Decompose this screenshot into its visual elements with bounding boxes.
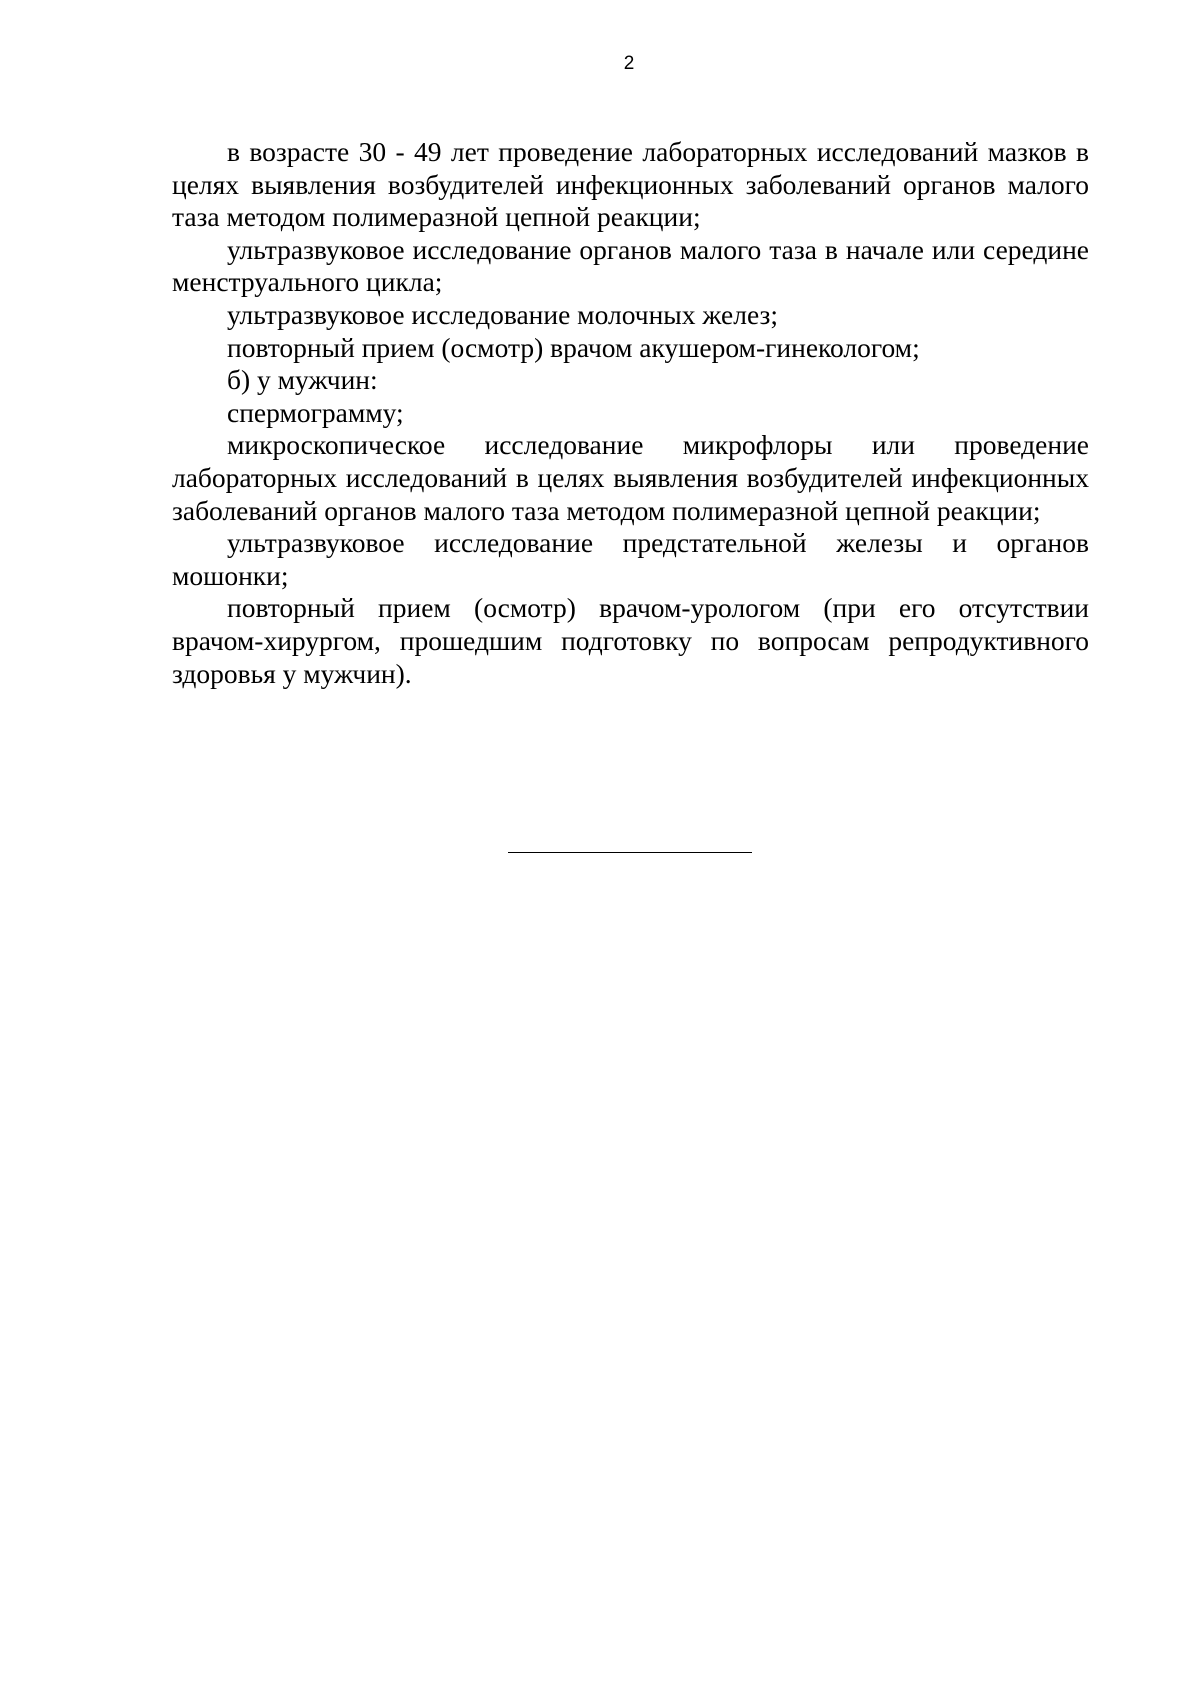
end-of-document-rule [508,852,752,853]
paragraph-urologist-revisit: повторный прием (осмотр) врачом-урологом (при его отсутствии врачом-хирургом, прошедшим подготовку по вопросам репродуктивного здоровья у мужчин). [172,592,1089,689]
paragraph-prostate-ultrasound: ультразвуковое исследование предстательной железы и органов мошонки; [172,527,1089,591]
paragraph-breast-ultrasound: ультразвуковое исследование молочных желез; [227,298,778,330]
paragraph-gynecologist-revisit: повторный прием (осмотр) врачом акушером-гинекологом; [227,331,920,363]
paragraph-age-30-49-pcr: в возрасте 30 - 49 лет проведение лабораторных исследований мазков в целях выявления возбудителей инфекционных заболеваний органов малого таза методом полимеразной цепной реакции; [172,136,1089,233]
paragraph-men-heading: б) у мужчин: [227,364,378,396]
paragraph-spermogram: спермограмму; [227,396,404,428]
page-number: 2 [623,53,635,74]
document-body [172,136,1089,690]
paragraph-microflora-pcr: микроскопическое исследование микрофлоры или проведение лабораторных исследований в целях выявления возбудителей инфекционных заболеваний органов малого таза методом полимеразной цепной реакции; [172,429,1089,526]
paragraph-pelvic-ultrasound: ультразвуковое исследование органов малого таза в начале или середине менструального цикла; [172,233,1089,298]
